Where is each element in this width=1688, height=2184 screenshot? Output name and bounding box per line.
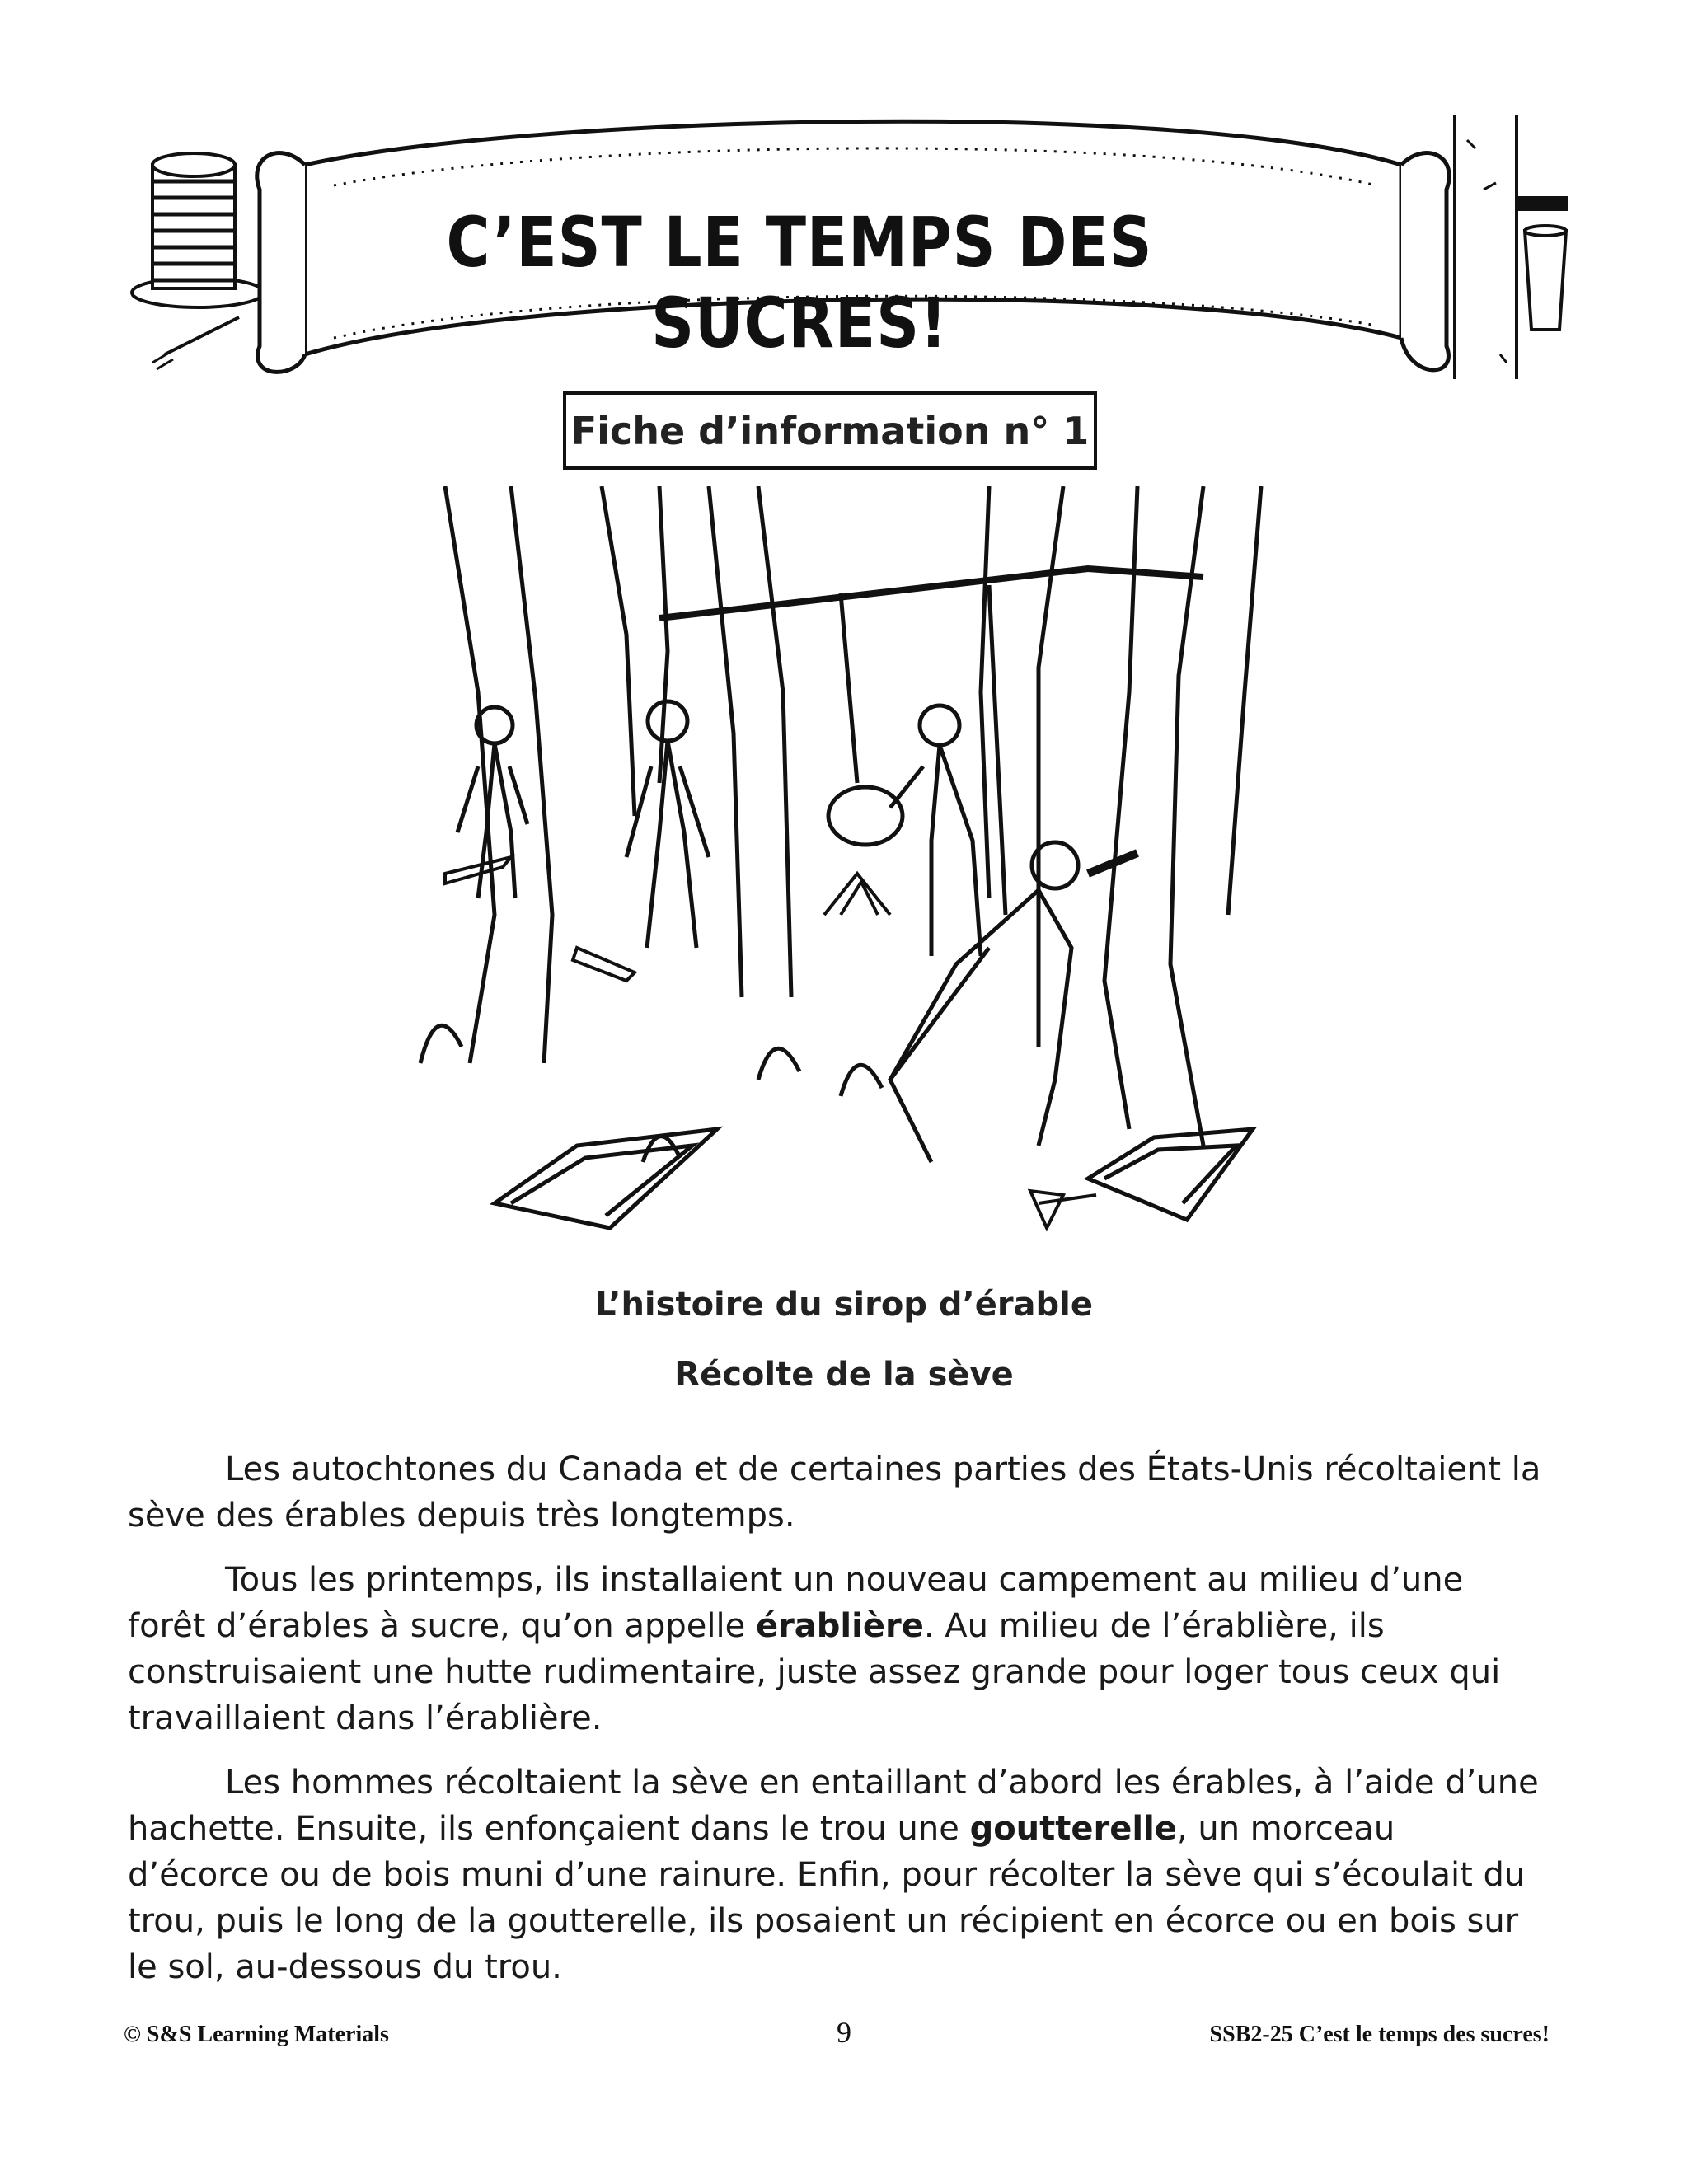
info-sheet-label: Fiche d’information n° 1 (570, 408, 1090, 453)
maple-sap-harvest-illustration (412, 486, 1278, 1273)
paragraph-3: Les hommes récoltaient la sève en entaillant d’abord les érables, à l’aide d’une hachette. Ensuite, ils enfonçaient dans le trou une goutterelle, un morceau d’écorce ou de bois muni d’une rainure. Enfin, pour récolter la sève qui s’écoulait du trou, puis le long de la goutterelle, ils posaient un récipient en écorce ou en bois sur le sol, au-dessous du trou. (128, 1764, 1539, 1986)
title-banner (115, 107, 1582, 387)
pancake-stack-icon (132, 153, 264, 369)
paragraph-1: Les autochtones du Canada et de certaines parties des États-Unis récoltaient la sève des érables depuis très longtemps. (128, 1451, 1541, 1535)
section-title: L’histoire du sirop d’érable (594, 1286, 1094, 1324)
page-number: 9 (837, 2016, 851, 2049)
forest-scene-icon (412, 486, 1278, 1273)
page-title: C’EST LE TEMPS DES SUCRES! (446, 202, 1153, 363)
footer-copyright: © S&S Learning Materials (124, 2022, 389, 2047)
section-subtitle: Récolte de la sève (674, 1356, 1014, 1394)
term-erabliere: érablière (755, 1607, 924, 1645)
sap-bucket-icon (1455, 115, 1566, 379)
term-goutterelle: goutterelle (969, 1810, 1177, 1848)
body-text (128, 1446, 1545, 2008)
footer-book-ref: SSB2-25 C’est le temps des sucres! (1209, 2022, 1550, 2047)
info-sheet-label-box (563, 391, 1097, 470)
paragraph-2: Tous les printemps, ils installaient un nouveau campement au milieu d’une forêt d’érables à sucre, qu’on appelle érablière. Au milieu de l’érablière, ils construisaient une hutte rudimentaire, juste assez grande pour loger tous ceux qui travaillaient dans l’érablière. (128, 1561, 1501, 1737)
